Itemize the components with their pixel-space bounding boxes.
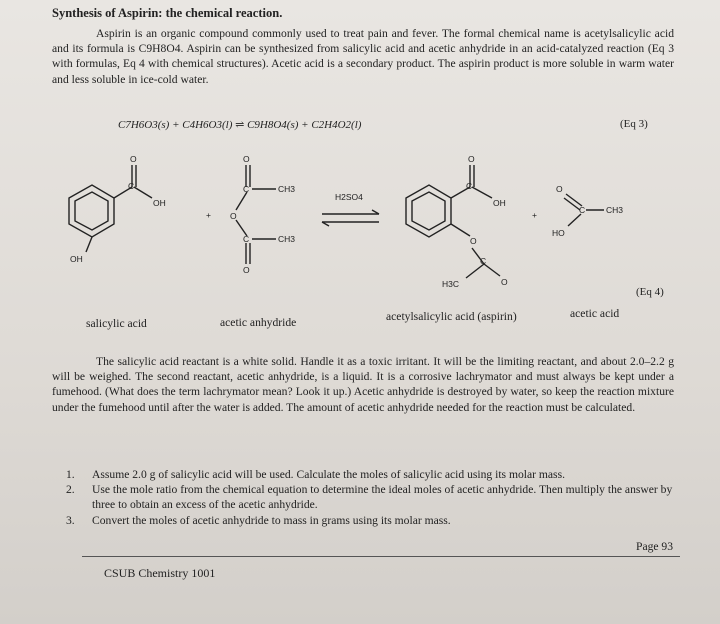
question-text: Convert the moles of acetic anhydride to mass in grams using its molar mass. [92,513,451,527]
question-number: 1. [66,468,75,481]
label-aspirin: acetylsalicylic acid (aspirin) [386,310,517,323]
aa-ch3-top: CH3 [278,184,296,194]
aa-o-top: O [243,154,250,164]
sal-c: C [128,181,135,191]
question-list [66,467,678,528]
reaction-scheme [14,140,720,310]
question-item [66,467,678,482]
asp-c-acyl: C [480,256,487,266]
catalyst-label: H2SO4 [335,192,363,202]
label-salicylic-acid: salicylic acid [86,317,147,330]
asp-c: C [466,181,473,191]
sal-o-top: O [130,154,137,164]
handling-paragraph [52,354,674,415]
asp-h3c: H3C [442,279,460,289]
acetic-acid-structure [552,184,623,238]
label-acetic-acid: acetic acid [570,307,620,320]
asp-oh: OH [493,198,506,208]
aa-o-mid: O [230,211,237,221]
aspirin-structure [406,154,508,289]
plus-1: + [206,210,211,220]
aa-o-bot: O [243,265,250,275]
document-sheet [14,0,720,624]
question-text: Use the mole ratio from the chemical equation to determine the ideal moles of acetic anhydride. Then multiply the answer by three to obtain an excess of the acetic anhydride. [92,483,673,512]
asp-o-ester: O [470,236,477,246]
footer-divider [82,556,680,557]
asp-o-top: O [468,154,475,164]
equation-3-label: (Eq 3) [620,118,648,130]
aa-c-top: C [243,184,250,194]
sal-oh: OH [153,198,166,208]
acid-ch3: CH3 [606,205,624,215]
sal-oh-bottom: OH [70,254,83,264]
salicylic-acid-structure [69,154,166,264]
page-number: Page 93 [636,540,674,553]
footer-text: CSUB Chemistry 1001 [104,566,216,580]
acid-o: O [556,184,563,194]
question-item [66,513,678,528]
acetic-anhydride-structure [230,154,295,275]
acid-c: C [579,205,586,215]
intro-paragraph [52,26,674,87]
question-number: 2. [66,483,75,497]
handling-text: The salicylic acid reactant is a white solid. Handle it as a toxic irritant. It will be the limiting reactant, and about 2.0–2.2 g will be weighed. The second reactant, acetic anhydride, is a liquid. It is a corrosive lachrymator and must always be kept under a fumehood. (What does the term lachrymator mean? Look it up.) Acetic anhydride is destroyed by water, so keep the reaction mixture under the fumehood until after the water is added. The amount of acetic anhydride needed for the reaction must be calculated. [52,355,674,414]
label-acetic-anhydride: acetic anhydride [220,316,297,329]
asp-o-acyl: O [501,277,508,287]
question-item [66,482,678,512]
aa-c-bot: C [243,234,250,244]
acid-ho: HO [552,228,565,238]
equilibrium-arrows [322,192,379,226]
equation-4-label: (Eq 4) [636,286,664,298]
plus-2: + [532,210,537,220]
question-text: Assume 2.0 g of salicylic acid will be used. Calculate the moles of salicylic acid using its molar mass. [92,468,565,481]
question-number: 3. [66,513,75,527]
intro-text: Aspirin is an organic compound commonly used to treat pain and fever. The formal chemical name is acetylsalicylic acid and its formula is C9H8O4. Aspirin can be synthesized from salicylic acid and acetic anhydride in an acid-catalyzed reaction (Eq 3 with formulas, Eq 4 with chemical structures). Acetic acid is a secondary product. The aspirin product is more soluble in warm water and less soluble in ice-cold water. [52,27,674,86]
document-title: Synthesis of Aspirin: the chemical reaction. [52,6,283,20]
equation-3: C7H6O3(s) + C4H6O3(l) ⇌ C9H8O4(s) + C2H4O2(l) [118,119,362,131]
aa-ch3-bot: CH3 [278,234,296,244]
